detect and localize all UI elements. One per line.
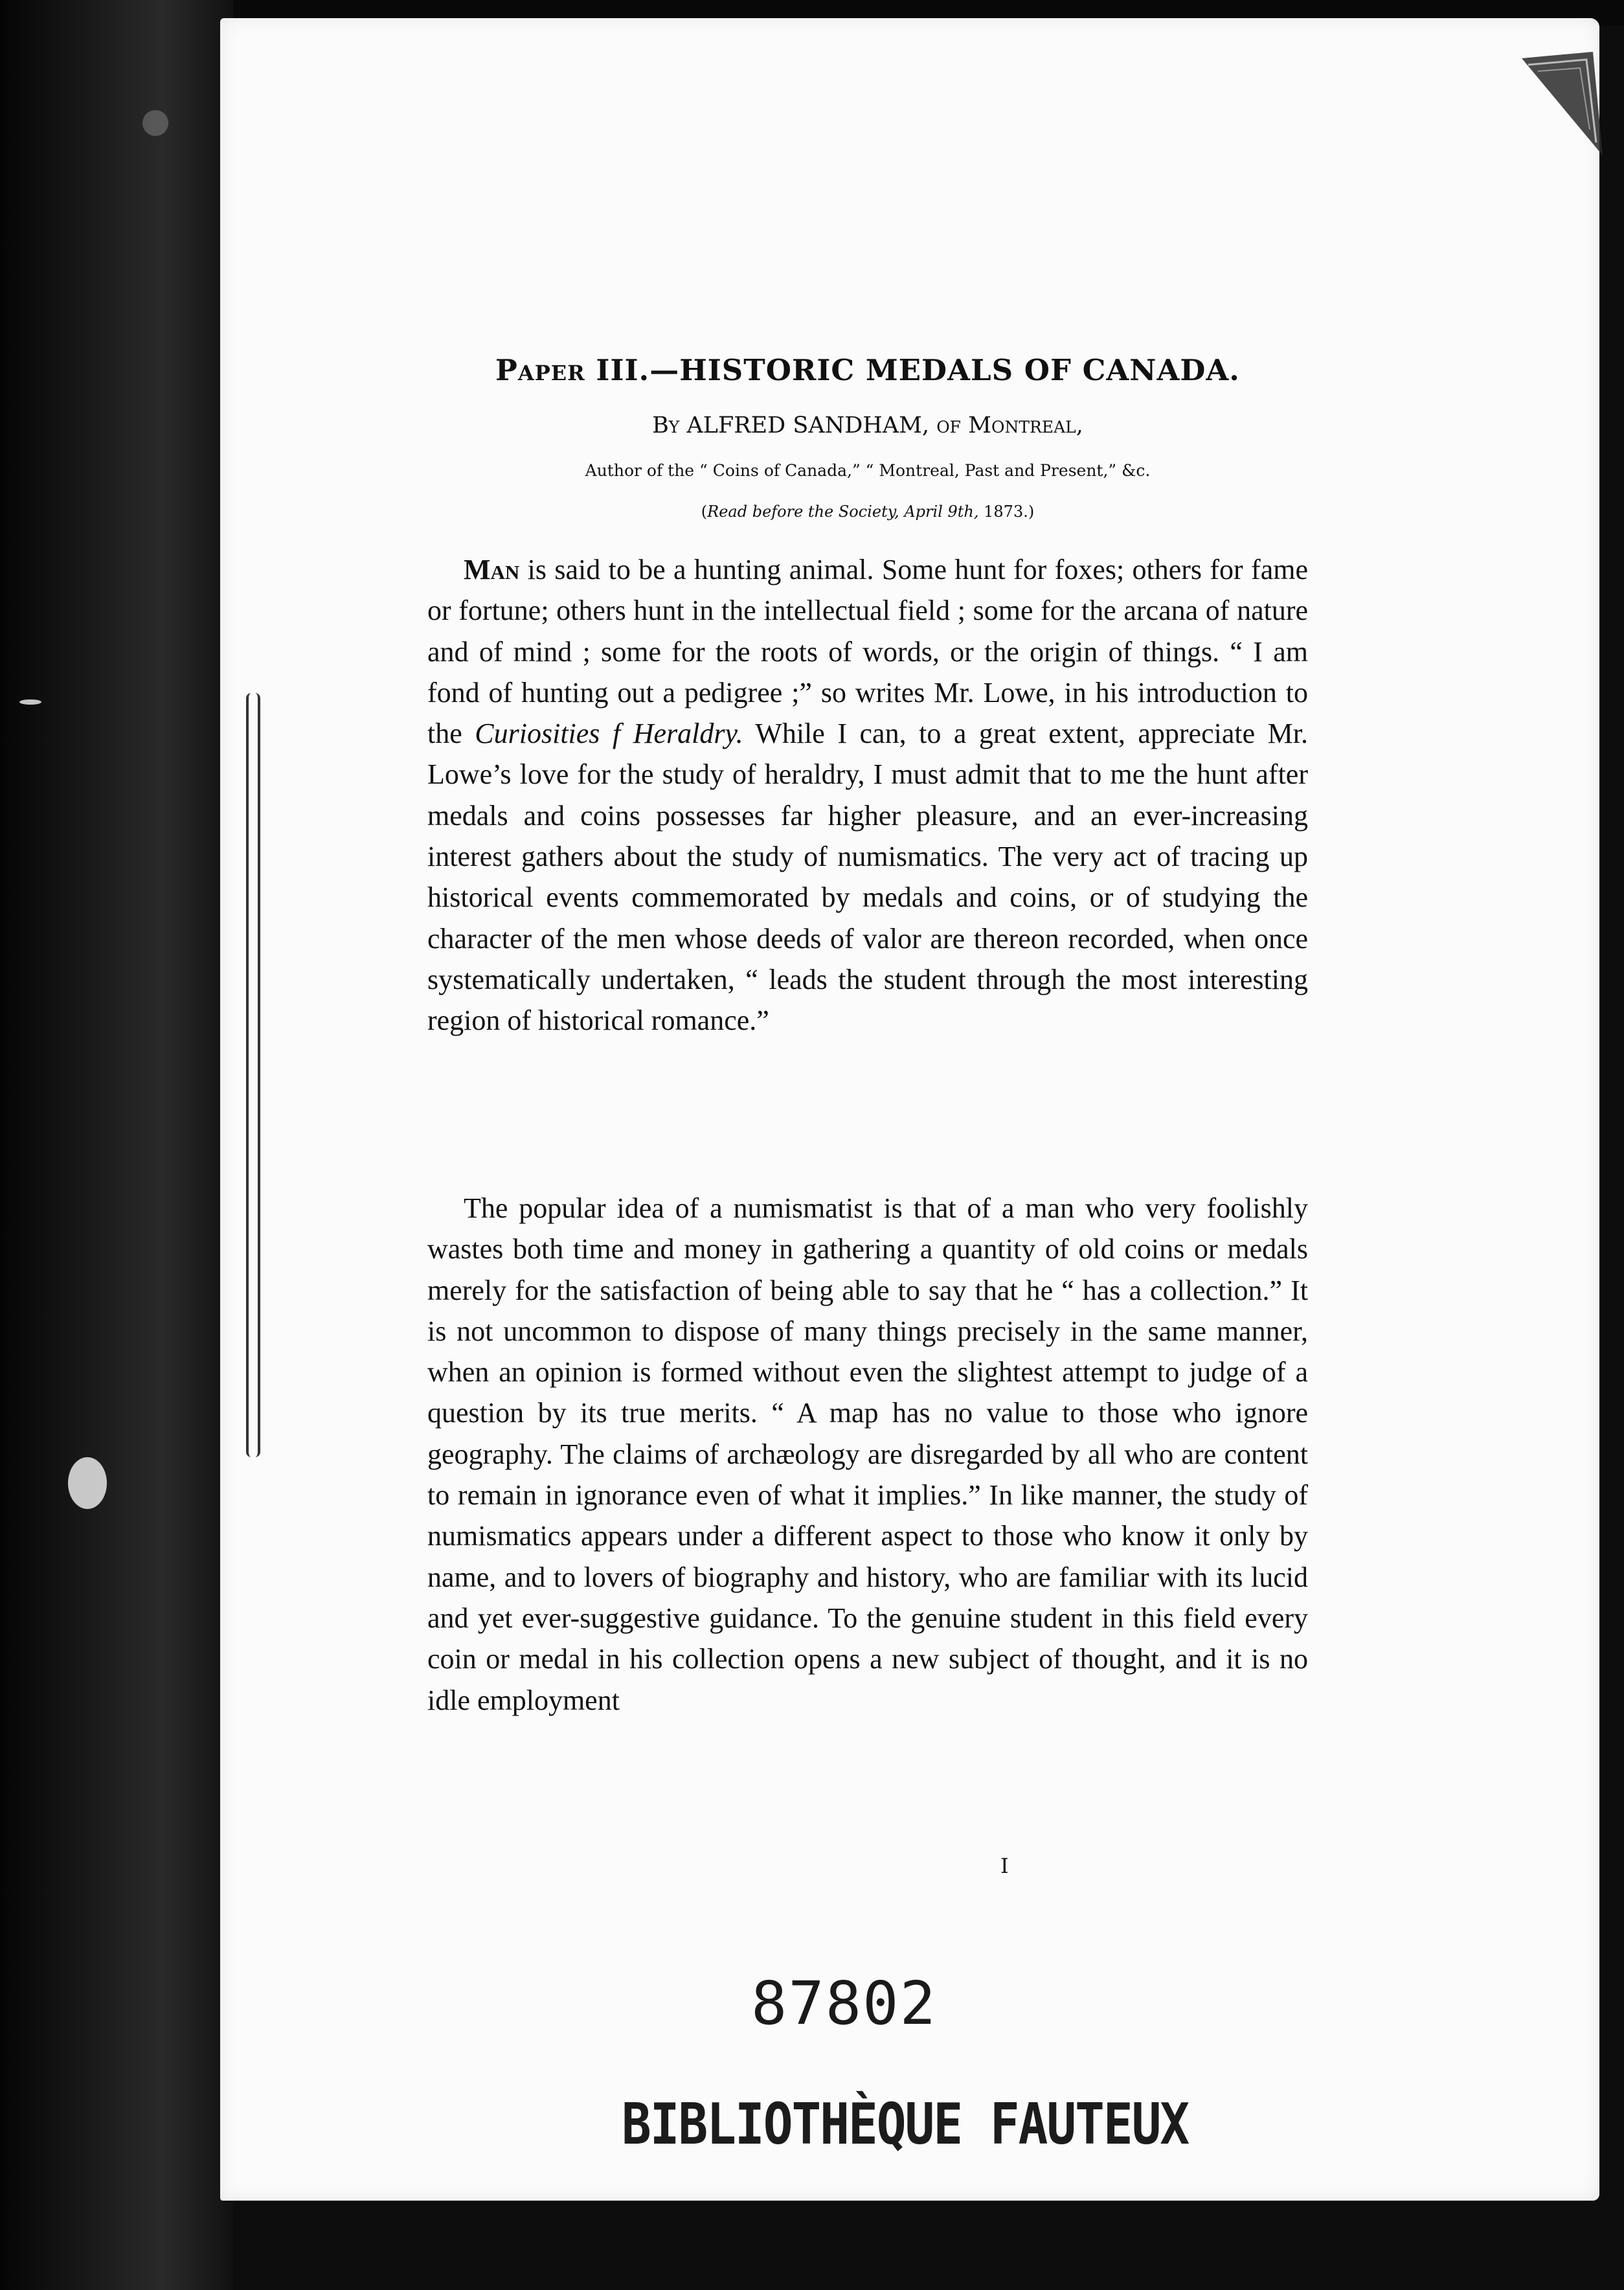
page-signature: I xyxy=(1000,1854,1009,1878)
read-note-italic: Read before the Society, April 9th, xyxy=(707,503,979,521)
paragraph-1-part-1: is said to be a hunting animal. Some hunt for foxes; others for fame or fortune; others hunt in the intellectual field ; some for the arcana of nature and of mind ; some for the roots of words, or the origin of things. “ I am fond of hunting out a pedigree ;” so writes Mr. Lowe, in his introduction to the xyxy=(427,554,1308,750)
binding-thread xyxy=(246,693,260,1457)
author-credits: Author of the “ Coins of Canada,” “ Montreal, Past and Present,” &c. xyxy=(585,461,1151,480)
author-by: By xyxy=(652,413,680,438)
read-note xyxy=(427,503,1308,521)
paper-title-text: —HISTORIC MEDALS OF CANADA. xyxy=(649,353,1240,387)
dust-speck xyxy=(68,1457,107,1509)
paragraph-1-part-2: While I can, to a great extent, appreciate Mr. Lowe’s love for the study of heraldry, I must admit that to me the hunt after medals and coins possesses far higher pleasure, and an ever-increasing interest gathers about the study of numismatics. The very act of tracing up historical events commemorated by medals and coins, or of studying the character of the men whose deeds of valor are thereon recorded, when once systematically undertaken, “ leads the student through the most interesting region of historical romance.” xyxy=(427,718,1308,1037)
body-paragraph-1 xyxy=(427,549,1308,1041)
author-line xyxy=(427,413,1308,438)
library-stamp: BIBLIOTHÈQUE FAUTEUX xyxy=(622,2091,1189,2157)
paragraph-lead-word: Man xyxy=(464,554,520,585)
dust-speck xyxy=(19,699,41,705)
read-note-close: 1873.) xyxy=(978,503,1035,521)
read-note-open: ( xyxy=(701,503,708,521)
author-name: ALFRED SANDHAM, xyxy=(686,413,930,438)
paper-title xyxy=(427,353,1308,387)
author-city: of Montreal, xyxy=(936,413,1083,438)
accession-number: 87802 xyxy=(751,1969,937,2038)
torn-corner-graphic xyxy=(1515,45,1606,168)
scan-border-left xyxy=(0,0,233,2290)
paper-label: Paper III. xyxy=(495,353,650,387)
body-paragraph-2: The popular idea of a numismatist is that of a man who very foolishly wastes both time and money in gathering a quantity of old coins or medals merely for the satisfaction of being able to say that he “ has a collection.” It is not uncommon to dispose of many things precisely in the same manner, when an opinion is formed without even the slightest attempt to judge of a question by its true merits. “ A map has no value to those who ignore geography. The claims of archæology are disregarded by all who are content to remain in ignorance even of what it implies.” In like manner, the study of numismatics appears under a different aspect to those who know it only by name, and to lovers of biography and history, who are familiar with its lucid and yet ever-suggestive guidance. To the genuine student in this field every coin or medal in his collection opens a new subject of thought, and it is no idle employment xyxy=(427,1192,1308,1716)
document-page xyxy=(220,18,1599,2201)
paragraph-1-italic-title: Curiosities f Heraldry. xyxy=(475,718,743,750)
dust-speck xyxy=(142,110,168,136)
